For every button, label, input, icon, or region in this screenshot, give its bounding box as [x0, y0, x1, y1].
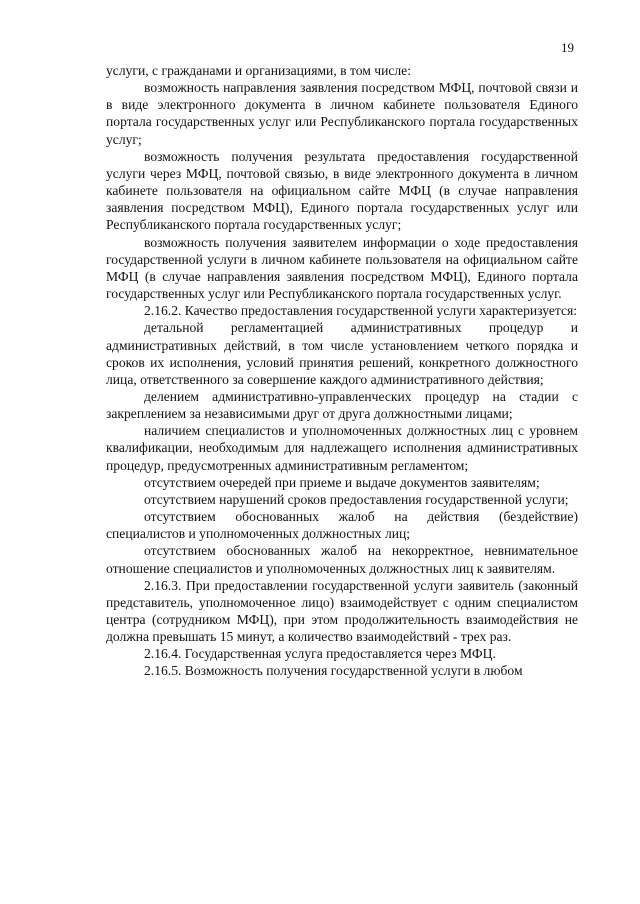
paragraph: 2.16.5. Возможность получения государственной услуги в любом	[144, 663, 523, 679]
paragraph: отсутствием нарушений сроков предоставления государственной услуги;	[144, 491, 569, 507]
paragraph: детальной регламентацией административных процедур и административных действий, в том числе установлением четкого порядка и сроков их исполнения, условий принятия решений, конкретного должностного лица, ответственного за совершение каждого административного действия;	[106, 320, 578, 387]
paragraph: услуги, с гражданами и организациями, в том числе:	[106, 63, 411, 78]
paragraph: 2.16.4. Государственная услуга предоставляется через МФЦ.	[144, 646, 496, 662]
paragraph: отсутствием очередей при приеме и выдаче документов заявителям;	[144, 474, 540, 490]
paragraph: наличием специалистов и уполномоченных должностных лиц с уровнем квалификации, необходимым для надлежащего исполнения административных процедур, предусмотренных административным регламентом;	[106, 423, 578, 473]
body-text	[106, 62, 578, 680]
paragraph: отсутствием обоснованных жалоб на некорректное, невнимательное отношение специалистов и уполномоченных должностных лиц к заявителям.	[106, 543, 578, 576]
paragraph: отсутствием обоснованных жалоб на действия (бездействие) специалистов и уполномоченных должностных лиц;	[106, 509, 578, 542]
paragraph: возможность получения заявителем информации о ходе предоставления государственной услуги в личном кабинете пользователя на официальном сайте МФЦ (в случае направления заявления посредством МФЦ), Единого портала государственных услуг или Республиканского портала государственных услуг.	[106, 234, 578, 302]
paragraph: возможность получения результата предоставления государственной услуги через МФЦ, почтовой связью, в виде электронного документа в личном кабинете пользователя на официальном сайте МФЦ (в случае направления заявления посредством МФЦ), Единого портала государственных услуг или Республиканского портала государственных услуг;	[106, 148, 578, 233]
paragraph: 2.16.2. Качество предоставления государственной услуги характеризуется:	[144, 303, 578, 319]
paragraph: делением административно-управленческих процедур на стадии с закреплением за независимыми друг от друга должностными лицами;	[106, 388, 578, 422]
paragraph: 2.16.3. При предоставлении государственной услуги заявитель (законный представитель, уполномоченное лицо) взаимодействует с одним специалистом центра (сотрудником МФЦ), при этом продолжительность взаимодействия не должна превышать 15 минут, а количество взаимодействий - трех раз.	[106, 577, 578, 645]
page-number: 19	[561, 40, 574, 55]
paragraph: возможность направления заявления посредством МФЦ, почтовой связи и в виде электронного документа в личном кабинете пользователя Единого портала государственных услуг или Республиканского портала государственных услуг;	[106, 80, 578, 147]
